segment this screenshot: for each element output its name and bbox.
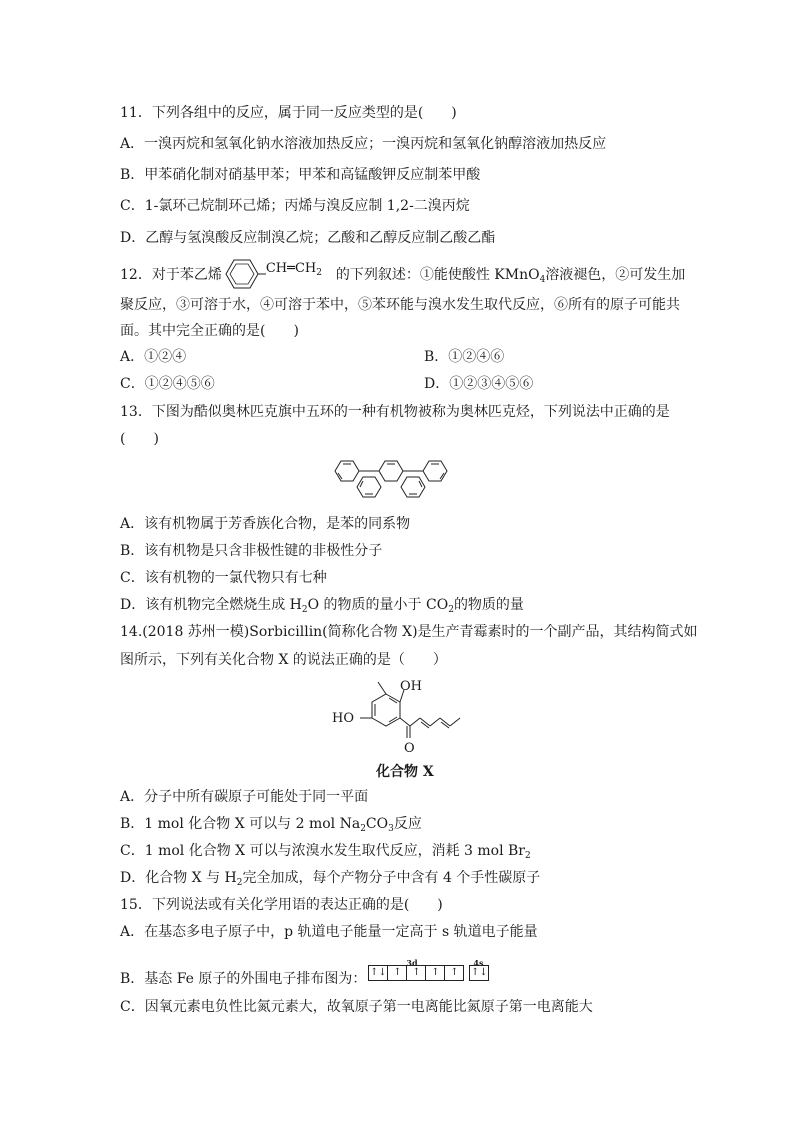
q12-suffix-a: 的下列叙述：①能使酸性 KMnO: [335, 267, 540, 283]
compound-x-caption: 化合物 X: [376, 764, 434, 780]
q11-option-a: A．一溴丙烷和氢氧化钠水溶液加热反应；一溴丙烷和氢氧化钠醇溶液加热反应: [120, 136, 607, 152]
q11-option-d: D．乙醇与氢溴酸反应制溴乙烷；乙酸和乙醇反应制乙酸乙酯: [120, 230, 496, 246]
q13-option-a: A．该有机物属于芳香族化合物，是苯的同系物: [120, 516, 411, 532]
q13-d-part1: D．该有机物完全燃烧生成 H: [120, 597, 302, 613]
q13-option-b: B．该有机物是只含非极性键的非极性分子: [120, 543, 383, 559]
q14-c-sub: 2: [525, 851, 531, 861]
q13-stem-line2: ( ): [120, 431, 159, 447]
q13-d-part3: 的物质的量: [453, 597, 524, 613]
q15-b-text: B．基态 Fe 原子的外围电子排布图为：: [120, 971, 367, 987]
oh-top-label: OH: [400, 679, 422, 694]
q12-stem-line3: 面。其中完全正确的是( ): [120, 323, 299, 339]
q13-option-d: [120, 595, 524, 615]
q12-kmno4-subscript: 4: [539, 275, 546, 285]
orbital-3d-box-4: ↑: [425, 966, 444, 980]
q12-option-c: C．①②④⑤⑥: [120, 376, 215, 392]
q12-stem-line1: [120, 261, 686, 285]
q14-option-c: [120, 841, 531, 861]
q12-option-b: B．①②④⑥: [424, 349, 505, 365]
vinyl-group-text: CH═CH: [265, 261, 317, 276]
q12-option-a: A．①②④: [120, 349, 187, 365]
compound-x-structure-diagram: [330, 676, 470, 756]
q14-option-b: [120, 814, 422, 834]
fe-orbital-diagram: [368, 958, 498, 987]
orbital-3d-box-3: ↑: [406, 966, 425, 980]
q14-option-d: [120, 868, 540, 888]
q14-d-sub: 2: [236, 878, 243, 888]
q12-option-d: D．①②③④⑤⑥: [424, 376, 534, 392]
q11-stem: 11．下列各组中的反应，属于同一反应类型的是( ): [120, 105, 457, 121]
q12-prefix: 12．对于苯乙烯: [120, 267, 222, 283]
q13-d-sub1: 2: [301, 605, 308, 615]
q13-d-sub2: 2: [448, 605, 454, 615]
q14-b-part1: B．1 mol 化合物 X 可以与 2 mol Na: [120, 816, 361, 832]
ho-left-label: HO: [332, 711, 354, 726]
q11-option-b: B．甲苯硝化制对硝基甲苯；甲苯和高锰酸钾反应制苯甲酸: [120, 167, 481, 183]
q14-b-sub2: 3: [388, 824, 394, 834]
orbital-3d-box-1: ↑↓: [370, 967, 387, 978]
q11-option-c: C．1-氯环己烷制环己烯；丙烯与溴反应制 1,2-二溴丙烷: [120, 198, 470, 214]
carbonyl-o-label: O: [404, 741, 415, 756]
q13-d-part2: O 的物质的量小于 CO: [307, 597, 449, 613]
benzene-ring-icon: [224, 259, 258, 289]
q14-c-part1: C．1 mol 化合物 X 可以与浓溴水发生取代反应，消耗 3 mol Br: [120, 843, 525, 859]
q14-option-a: A．分子中所有碳原子可能处于同一平面: [120, 789, 369, 805]
q14-stem-line2: 图所示，下列有关化合物 X 的说法正确的是（ ）: [120, 652, 447, 668]
q14-b-part3: 反应: [393, 816, 422, 832]
q15-option-c: C．因氧元素电负性比氮元素大，故氧原子第一电离能比氮原子第一电离能大: [120, 999, 593, 1015]
q14-d-part2: 完全加成，每个产物分子中含有 4 个手性碳原子: [242, 870, 541, 886]
orbital-label-3d: 3d: [406, 958, 418, 968]
q14-d-part1: D．化合物 X 与 H: [120, 870, 237, 886]
q12-stem-line2: 聚反应，③可溶于水，④可溶于苯中，⑤苯环能与溴水发生取代反应，⑥所有的原子可能共: [120, 297, 680, 313]
q15-stem: 15．下列说法或有关化学用语的表达正确的是( ): [120, 897, 443, 913]
orbital-3d-box-2: ↑: [387, 966, 406, 980]
vinyl-subscript: 2: [316, 268, 322, 278]
orbital-label-4s: 4s: [473, 958, 484, 968]
q15-option-b: [120, 958, 498, 987]
olympicene-structure-diagram: [327, 455, 467, 505]
q12-suffix-b: 溶液褪色，②可发生加: [545, 267, 686, 283]
q15-option-a: A．在基态多电子原子中，p 轨道电子能量一定高于 s 轨道电子能量: [120, 924, 538, 940]
q14-b-sub1: 2: [360, 824, 366, 834]
styrene-structure: [222, 261, 336, 285]
orbital-4s-boxes: [469, 965, 489, 981]
q13-stem-line1: 13．下图为酷似奥林匹克旗中五环的一种有机物被称为奥林匹克烃，下列说法中正确的是: [120, 404, 670, 420]
orbital-3d-box-5: ↑: [444, 966, 463, 980]
q14-b-part2: CO: [365, 816, 389, 832]
orbital-3d-boxes: [368, 965, 464, 981]
q14-stem-line1: 14.(2018 苏州一模)Sorbicillin(简称化合物 X)是生产青霉素时的一个副产品，其结构简式如: [120, 624, 698, 640]
q13-option-c: C．该有机物的一氯代物只有七种: [120, 570, 327, 586]
orbital-4s-box-1: ↑↓: [471, 967, 488, 978]
